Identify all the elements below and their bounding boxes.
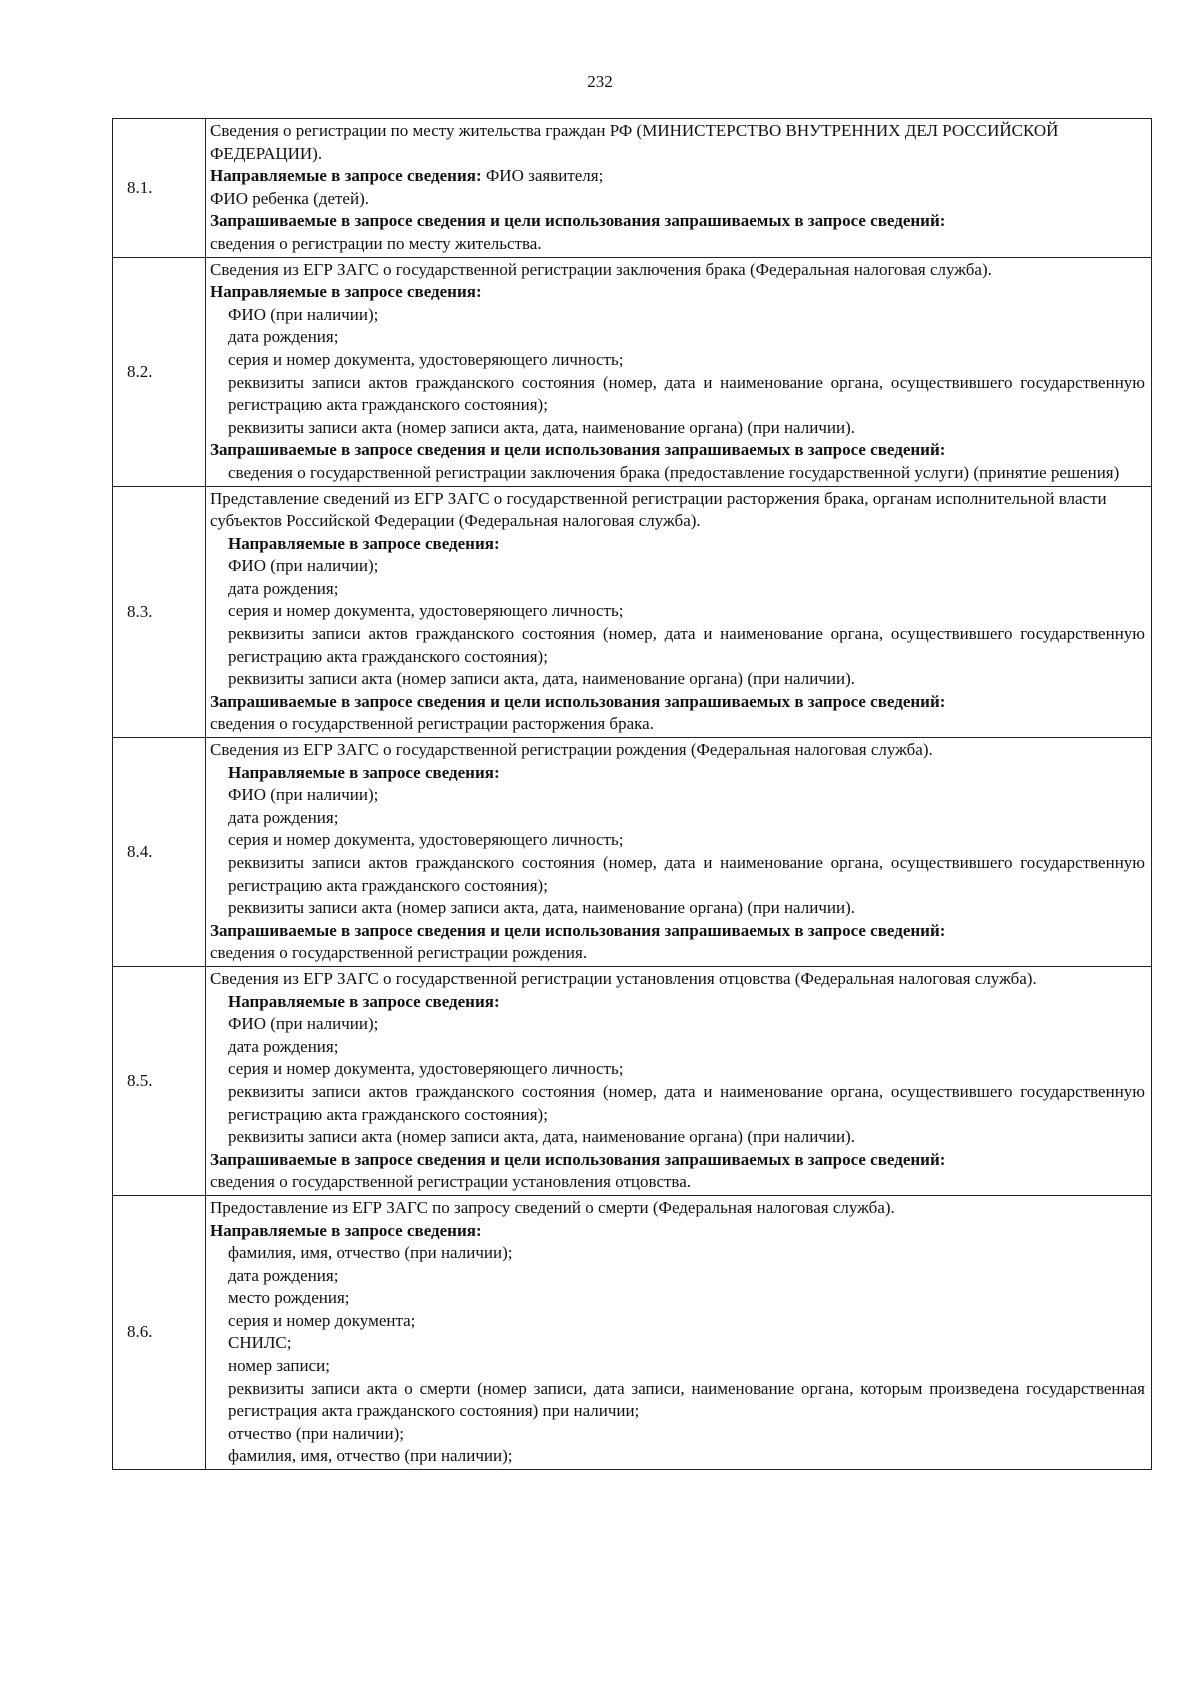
sent-item: серия и номер документа, удостоверяющего личность; [228, 349, 624, 369]
row-title: Сведения о регистрации по месту жительства граждан РФ (МИНИСТЕРСТВО ВНУТРЕННИХ ДЕЛ РОССИЙСКОЙ ФЕДЕРАЦИИ). [210, 121, 1059, 163]
sent-inline: ФИО заявителя; [481, 166, 604, 186]
sent-item: серия и номер документа, удостоверяющего личность; [228, 601, 624, 621]
table-row [113, 966, 1152, 1195]
row-content [206, 257, 1152, 486]
sent-item: ФИО (при наличии); [228, 556, 379, 576]
requested-label: Запрашиваемые в запросе сведения и цели использования запрашиваемых в запросе сведений: [210, 691, 946, 711]
sent-item: фамилия, имя, отчество (при наличии); [228, 1243, 513, 1263]
sent-item: реквизиты записи акта (номер записи акта, дата, наименование органа) (при наличии). [228, 417, 855, 437]
requested-text: сведения о регистрации по месту жительства. [210, 233, 542, 253]
sent-item: реквизиты записи актов гражданского состояния (номер, дата и наименование органа, осуществившего государственную регистрацию акта гражданского состояния); [228, 372, 1145, 415]
sent-item: отчество (при наличии); [228, 1423, 404, 1443]
row-title: Представление сведений из ЕГР ЗАГС о государственной регистрации расторжения брака, органам исполнительной власти субъектов Российской Федерации (Федеральная налоговая служба). [210, 488, 1107, 531]
sent-item: номер записи; [228, 1356, 330, 1376]
row-number: 8.4. [113, 738, 206, 967]
row-number: 8.2. [113, 257, 206, 486]
sent-label: Направляемые в запросе сведения: [228, 762, 500, 782]
table-row [113, 486, 1152, 738]
sent-item: дата рождения; [228, 1265, 339, 1285]
sent-label: Направляемые в запросе сведения: [210, 282, 482, 302]
sent-label: Направляемые в запросе сведения: [210, 1220, 482, 1240]
row-number: 8.1. [113, 119, 206, 258]
sent-item: реквизиты записи акта (номер записи акта, дата, наименование органа) (при наличии). [228, 1127, 855, 1147]
page-number: 232 [587, 72, 613, 91]
requested-text: сведения о государственной регистрации рождения. [210, 943, 588, 963]
requested-text: сведения о государственной регистрации расторжения брака. [210, 714, 654, 734]
requirements-table [112, 118, 1152, 1470]
row-title: Сведения из ЕГР ЗАГС о государственной регистрации установления отцовства (Федеральная налоговая служба). [210, 968, 1037, 988]
row-content [206, 966, 1152, 1195]
sent-label: Направляемые в запросе сведения: [228, 533, 500, 553]
requested-label: Запрашиваемые в запросе сведения и цели использования запрашиваемых в запросе сведений: [210, 1149, 946, 1169]
requested-label: Запрашиваемые в запросе сведения и цели использования запрашиваемых в запросе сведений: [210, 440, 946, 460]
sent-item: ФИО ребенка (детей). [210, 188, 369, 208]
requested-label: Запрашиваемые в запросе сведения и цели использования запрашиваемых в запросе сведений: [210, 920, 946, 940]
sent-item: дата рождения; [228, 807, 339, 827]
requested-text: сведения о государственной регистрации установления отцовства. [210, 1172, 692, 1192]
sent-label: Направляемые в запросе сведения: [228, 991, 500, 1011]
sent-item: ФИО (при наличии); [228, 304, 379, 324]
sent-item: реквизиты записи акта (номер записи акта, дата, наименование органа) (при наличии). [228, 669, 855, 689]
sent-item: место рождения; [228, 1288, 350, 1308]
row-number: 8.6. [113, 1195, 206, 1469]
sent-item: ФИО (при наличии); [228, 1014, 379, 1034]
row-title: Сведения из ЕГР ЗАГС о государственной регистрации заключения брака (Федеральная налоговая служба). [210, 259, 992, 279]
sent-item: серия и номер документа, удостоверяющего личность; [228, 1059, 624, 1079]
table-row [113, 257, 1152, 486]
row-title: Предоставление из ЕГР ЗАГС по запросу сведений о смерти (Федеральная налоговая служба). [210, 1197, 895, 1217]
table-row [113, 738, 1152, 967]
sent-item: реквизиты записи акта (номер записи акта, дата, наименование органа) (при наличии). [228, 898, 855, 918]
row-content [206, 738, 1152, 967]
sent-item: фамилия, имя, отчество (при наличии); [228, 1446, 513, 1466]
sent-item: дата рождения; [228, 1036, 339, 1056]
row-content [206, 119, 1152, 258]
sent-item: реквизиты записи актов гражданского состояния (номер, дата и наименование органа, осуществившего государственную регистрацию акта гражданского состояния); [228, 624, 1145, 666]
sent-item: дата рождения; [228, 327, 339, 347]
table-row [113, 1195, 1152, 1469]
sent-item: дата рождения; [228, 578, 339, 598]
requested-text: сведения о государственной регистрации заключения брака (предоставление государственной услуги) (принятие решения) [228, 462, 1120, 482]
row-title: Сведения из ЕГР ЗАГС о государственной регистрации рождения (Федеральная налоговая служба). [210, 740, 933, 760]
row-content [206, 486, 1152, 738]
sent-item: серия и номер документа, удостоверяющего личность; [228, 830, 624, 850]
sent-item: реквизиты записи актов гражданского состояния (номер, дата и наименование органа, осуществившего государственную регистрацию акта гражданского состояния); [228, 1081, 1145, 1124]
row-content [206, 1195, 1152, 1469]
sent-item: ФИО (при наличии); [228, 785, 379, 805]
sent-item: серия и номер документа; [228, 1310, 416, 1330]
sent-line [210, 165, 1145, 188]
requested-label: Запрашиваемые в запросе сведения и цели использования запрашиваемых в запросе сведений: [210, 211, 946, 231]
row-number: 8.3. [113, 486, 206, 738]
sent-item: СНИЛС; [228, 1333, 292, 1353]
sent-label: Направляемые в запросе сведения: [210, 166, 482, 186]
sent-item: реквизиты записи акта о смерти (номер записи, дата записи, наименование органа, которым произведена государственная регистрация акта гражданского состояния) при наличии; [228, 1378, 1145, 1421]
row-number: 8.5. [113, 966, 206, 1195]
sent-item: реквизиты записи актов гражданского состояния (номер, дата и наименование органа, осуществившего государственную регистрацию акта гражданского состояния); [228, 853, 1145, 895]
table-row [113, 119, 1152, 258]
